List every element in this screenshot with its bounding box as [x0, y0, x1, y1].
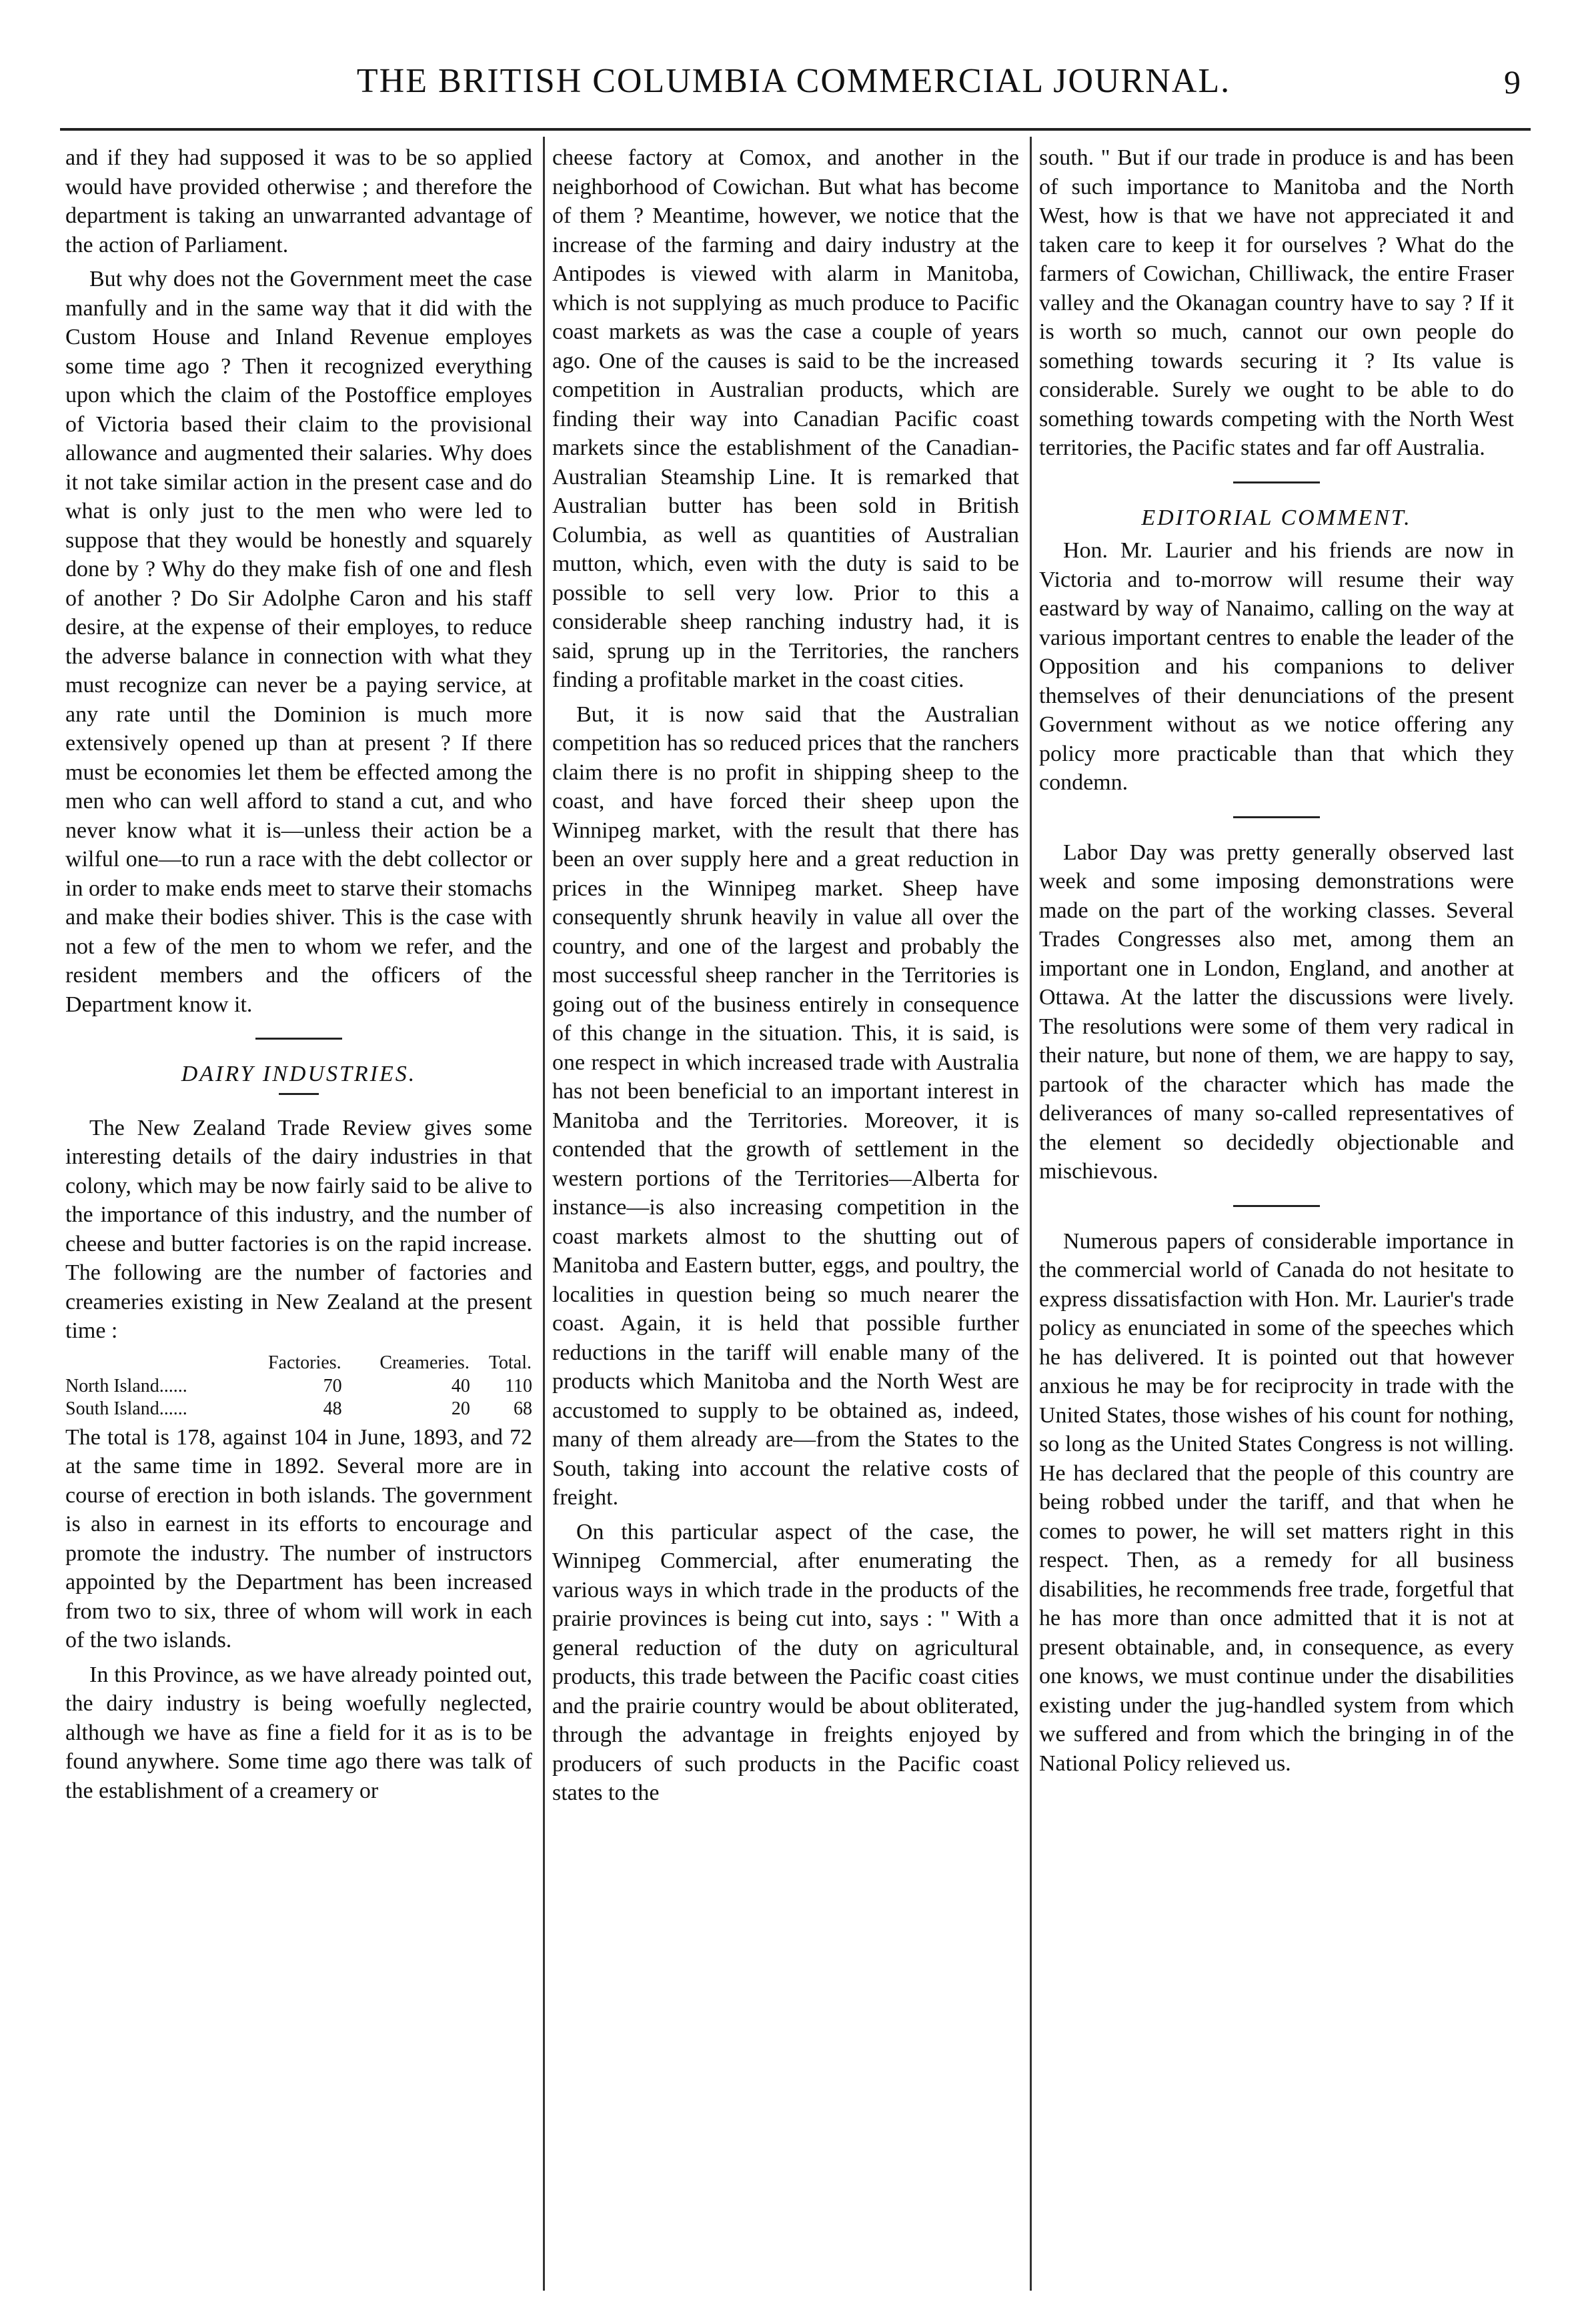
col2-paragraph-2: But, it is now said that the Australian competition has so reduced prices that the ranchers claim there is no profit in shipping sheep to the coast, and have forced their sheep upon the Winnipeg market, with the result that there has been an over supply here and a great reduction in prices in the Winnipeg market. Sheep have consequently shrunk heavily in value all over the country, and one of the largest and probably the most successful sheep rancher in the Territories is going out of the business entirely in consequence of this change in the situation. This, it is said, is one respect in which increased trade with Australia has not been beneficial to an important interest in Manitoba and the Territories. Moreover, it is contended that the growth of settlement in the western portions of the Territories—Alberta for instance—is also increasing competition in the coast markets almost to the shutting out of Manitoba and Eastern butter, eggs, and poultry, the localities in question being so much nearer the coast. Again, it is held that possible further reductions in the tariff will enable many of the products which Manitoba and the North West are accustomed to supply to be obtained as, indeed, many of them already are—from the States to the South, taking into account the relative costs of freight. [552, 702, 1019, 1510]
table-cell: 68 [514, 1398, 532, 1419]
table-row [65, 1375, 532, 1398]
table-row [65, 1398, 532, 1420]
table-cell: South Island...... [65, 1398, 187, 1419]
section-divider [1233, 816, 1320, 818]
table-header-cell [65, 1351, 237, 1375]
section-divider [1233, 1205, 1320, 1207]
heading-divider [279, 1093, 319, 1095]
column-divider [1030, 137, 1032, 2291]
table-cell: 20 [451, 1398, 470, 1419]
table-header-cell: Total. [488, 1352, 532, 1373]
table-cell: North Island...... [65, 1375, 187, 1396]
table-cell: 40 [451, 1375, 470, 1396]
col1-paragraph-2: But why does not the Government meet the case manfully and in the same way that it did with the Custom House and Inland Revenue employes some time ago ? Then it recognized everything upon which the claim of the Postoffice employes of Victoria based their claim to the provisional allowance and augmented their salaries. Why does it not take similar action in the present case and do what is only just to the men who were led to suppose that they would be honestly and squarely done by ? Why do they make fish of one and flesh of another ? Do Sir Adolphe Caron and his staff desire, at the expense of their employes, to reduce the adverse balance in connection with what they must recognize can never be a paying service, at any rate until the Dominion is much more extensively opened up than at present ? If there must be economies let them be effected among the men who can well afford to stand a cut, and who never know what it is—unless their action be a wilful one—to run a race with the debt collector or in order to make ends meet to starve their stomachs and make their bodies shiver. This is the case with not a few of the men to whom we refer, and the resident members and the officers of the Department know it. [65, 267, 532, 1017]
table-cell: 110 [505, 1375, 532, 1396]
table-cell: 48 [323, 1398, 342, 1419]
table-cell: 70 [323, 1375, 342, 1396]
heading-editorial-comment: EDITORIAL COMMENT. [1141, 505, 1412, 530]
col3-paragraph-1: south. " But if our trade in produce is and has been of such importance to Manitoba and the North West, how is that we have not appreciated it and taken care to keep it for ourselves ? What do the farmers of Cowichan, Chilliwack, the entire Fraser valley and the Okanagan country have to say ? If it is worth so much, cannot our own people do something towards securing it ? Its value is considerable. Surely we ought to be able to do something towards competing with the North West territories, the Pacific states and far off Australia. [1039, 145, 1514, 460]
header-rule [60, 128, 1531, 131]
col1-paragraph-4: The total is 178, against 104 in June, 1893, and 72 at the same time in 1892. Several more are in course of erection in both islands. The government is also in earnest in its efforts to encourage and promote the industry. The number of instructors appointed by the Department has been increased from two to six, three of whom will work in each of the two islands. [65, 1424, 532, 1652]
table-header-row [65, 1351, 532, 1375]
column-3 [1039, 143, 1514, 1783]
col2-paragraph-1: cheese factory at Comox, and another in the neighborhood of Cowichan. But what has become of them ? Meantime, however, we notice that the increase of the farming and dairy industry at the Antipodes is viewed with alarm in Manitoba, which is not supplying as much produce to Pacific coast markets as was the case a couple of years ago. One of the causes is said to be the increased competition in Australian products, which are finding their way into Canadian Pacific coast markets since the establishment of the Canadian-Australian Steamship Line. It is remarked that Australian butter has been sold in British Columbia, as well as quantities of Australian mutton, which, even with the duty is said to be possible to sell very low. Prior to this a considerable sheep ranching industry had, it is said, sprung up in the Territories, the ranchers finding a profitable market in the coast cities. [552, 145, 1019, 692]
page-header [60, 61, 1527, 121]
table-header-cell: Factories. [267, 1352, 341, 1373]
column-2 [552, 143, 1019, 1813]
heading-dairy-industries: DAIRY INDUSTRIES. [181, 1062, 417, 1086]
col3-paragraph-2: Hon. Mr. Laurier and his friends are now in Victoria and to-morrow will resume their way eastward by way of Nanaimo, calling on the way at various important centres to enable the leader of the Opposition and his companions to deliver themselves of their denunciations of the present Government without as we notice offering any policy more practicable than that which they condemn. [1039, 538, 1514, 795]
col1-paragraph-3: The New Zealand Trade Review gives some interesting details of the dairy industries in that colony, which may be now fairly said to be alive to the importance of this industry, and the number of cheese and butter factories is on the rapid increase. The following are the number of factories and creameries existing in New Zealand at the present time : [65, 1115, 532, 1343]
section-divider [1233, 481, 1320, 483]
column-divider [543, 137, 545, 2291]
page-number: 9 [1504, 63, 1521, 101]
col2-paragraph-3: On this particular aspect of the case, the Winnipeg Commercial, after enumerating the various ways in which trade in the products of the prairie provinces is being cut into, says : " With a general reduction of the duty on agricultural products, this trade between the Pacific coast cities and the prairie country would be about obliterated, through the advantage in freights enjoyed by producers of such products in the Pacific coast states to the [552, 1519, 1019, 1805]
col1-paragraph-5: In this Province, as we have already pointed out, the dairy industry is being woefully neglected, although we have as fine a field for it as is to be found anywhere. Some time ago there was talk of the establishment of a creamery or [65, 1662, 532, 1803]
section-divider [255, 1038, 342, 1040]
table-header-cell: Creameries. [379, 1352, 470, 1373]
masthead: THE BRITISH COLUMBIA COMMERCIAL JOURNAL. [356, 62, 1231, 100]
col3-paragraph-4: Numerous papers of considerable importance in the commercial world of Canada do not hesitate to express dissatisfaction with Hon. Mr. Laurier's trade policy as enunciated in some of the speeches which he has delivered. It is pointed out that however anxious he may be for reciprocity in trade with the United States, those wishes of his count for nothing, so long as the United States Congress is not willing. He has declared that the people of this country are being robbed under the tariff, and that when he comes to power, he will set matters right in this respect. Then, as a remedy for all business disabilities, he recommends free trade, forgetful that he has more than once admitted that it is not at present obtainable, and, in consequence, as every one knows, we must continue under the disabilities existing under the jug-handled system from which we suffered and from which the bringing in of the National Policy relieved us. [1039, 1228, 1514, 1776]
col3-paragraph-3: Labor Day was pretty generally observed last week and some imposing demonstrations were made on the part of the working classes. Several Trades Congresses also met, among them an important one in London, England, and another at Ottawa. At the latter the discussions were lively. The resolutions were some of them very radical in their nature, but none of them, we are happy to say, partook of the character which has made the deliverances of many so-called representatives of the element so decidedly objectionable and mischievous. [1039, 840, 1514, 1184]
col1-paragraph-1: and if they had supposed it was to be so applied would have provided otherwise ; and therefore the department is taking an unwarranted advantage of the action of Parliament. [65, 145, 532, 257]
column-1 [65, 143, 532, 1811]
dairy-factories-table [65, 1351, 532, 1420]
